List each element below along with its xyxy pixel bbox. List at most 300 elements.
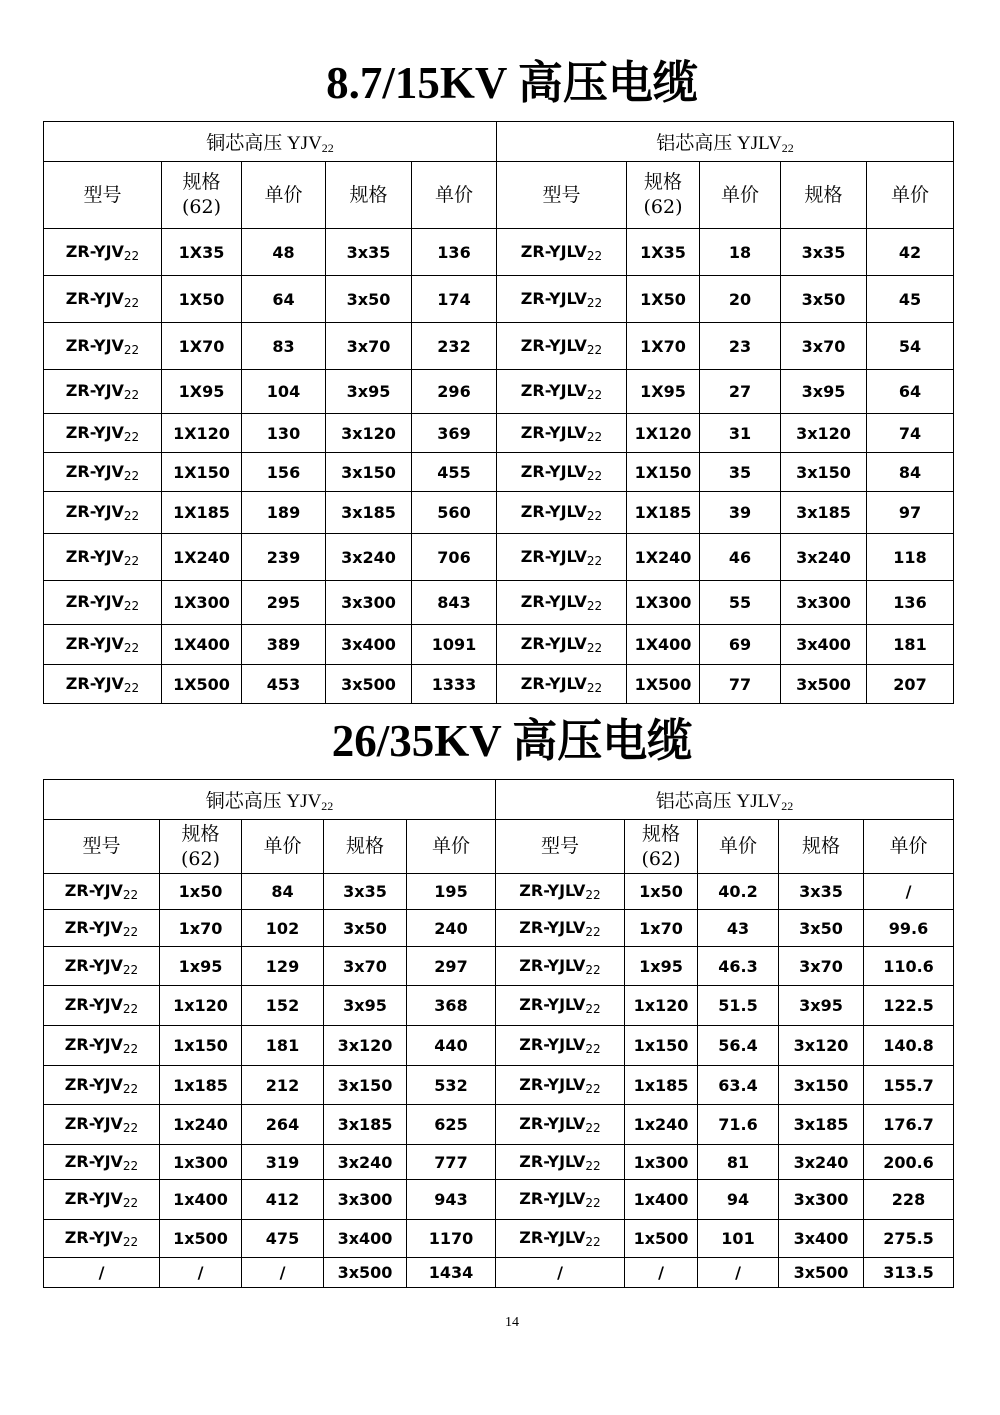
cell-value: 412 xyxy=(265,1190,300,1209)
table-row xyxy=(44,229,954,276)
cell-al-p3 xyxy=(867,453,954,492)
header-model xyxy=(44,162,162,229)
cell-value: / xyxy=(557,1263,563,1282)
cell-value: ZR-YJV xyxy=(65,546,124,566)
table-row xyxy=(44,276,954,323)
header-price3 xyxy=(864,820,954,874)
cell-cu-p1 xyxy=(242,1220,324,1258)
header-model-label: 型号 xyxy=(542,183,581,206)
cell-al-spec1 xyxy=(625,986,698,1026)
cell-cu-spec3 xyxy=(324,874,407,910)
cell-cu-model xyxy=(44,1258,160,1288)
model-subscript: 22 xyxy=(585,1042,601,1056)
header-price3 xyxy=(867,162,954,229)
cell-value: ZR-YJLV xyxy=(520,634,587,653)
cell-value: 3x240 xyxy=(793,1152,849,1172)
cell-value: 3x95 xyxy=(343,996,387,1015)
cell-al-p3 xyxy=(867,492,954,534)
cell-al-spec1 xyxy=(625,1026,698,1066)
cell-value: 56.4 xyxy=(718,1036,758,1055)
cell-al-model xyxy=(497,625,627,665)
cell-value: 102 xyxy=(265,918,300,938)
cell-value: 104 xyxy=(266,382,301,401)
cell-value: 1X50 xyxy=(640,289,686,309)
cell-cu-p1 xyxy=(242,1105,324,1145)
header-model xyxy=(496,820,625,874)
cell-value: 1091 xyxy=(431,635,477,654)
cell-value: ZR-YJV xyxy=(64,917,123,937)
cell-value: 71.6 xyxy=(718,1115,758,1134)
model-subscript: 22 xyxy=(122,1121,139,1135)
cell-value: ZR-YJLV xyxy=(519,1228,586,1247)
cell-cu-spec1 xyxy=(160,910,242,947)
cell-cu-spec3 xyxy=(326,229,412,276)
cell-value: 181 xyxy=(265,1036,300,1055)
cell-value: 1x70 xyxy=(178,918,223,938)
cell-cu-spec3 xyxy=(324,1145,407,1180)
model-subscript: 22 xyxy=(123,248,140,263)
cell-al-spec1 xyxy=(627,323,700,370)
cell-value: 3x240 xyxy=(341,547,396,567)
cell-al-spec1 xyxy=(627,276,700,323)
table-row xyxy=(44,370,954,414)
cell-value: 46.3 xyxy=(718,956,758,976)
cell-al-spec1 xyxy=(625,874,698,910)
header-price3-label: 单价 xyxy=(889,835,928,857)
section1-title: 8.7/15KV 高压电缆 xyxy=(326,58,698,108)
cell-cu-p3 xyxy=(412,414,497,453)
model-subscript: 22 xyxy=(586,295,603,310)
cell-value: 1X500 xyxy=(634,674,692,694)
cell-value: 706 xyxy=(437,547,471,567)
cell-value: 1X400 xyxy=(634,635,692,654)
header-spec3 xyxy=(324,820,407,874)
group-label: 铜芯高压 YJV xyxy=(206,132,322,154)
cell-cu-spec1 xyxy=(160,1258,242,1288)
cell-value: ZR-YJLV xyxy=(520,673,587,693)
cell-value: 943 xyxy=(434,1190,468,1209)
cell-value: 42 xyxy=(898,242,922,262)
cell-value: ZR-YJV xyxy=(64,1189,123,1208)
header-price3-label: 单价 xyxy=(891,183,930,206)
cell-cu-spec1 xyxy=(160,1066,242,1105)
cell-value: 3x185 xyxy=(341,503,396,522)
cell-value: 63.4 xyxy=(718,1075,758,1095)
cell-cu-model xyxy=(44,581,162,625)
cell-value: 181 xyxy=(893,635,927,654)
cell-value: 3x35 xyxy=(801,242,846,262)
cell-al-model xyxy=(496,947,625,986)
cell-value: 1X240 xyxy=(173,547,230,567)
cell-cu-spec3 xyxy=(326,453,412,492)
cell-value: 189 xyxy=(266,503,301,522)
cell-cu-p3 xyxy=(412,323,497,370)
header-spec-note: (62) xyxy=(641,847,681,870)
cell-value: 275.5 xyxy=(883,1229,934,1248)
cell-value: 129 xyxy=(265,956,300,976)
cell-cu-model xyxy=(44,414,162,453)
cell-al-p1 xyxy=(698,910,779,947)
cell-value: ZR-YJV xyxy=(65,461,124,481)
cell-value: / xyxy=(279,1263,286,1282)
cell-value: 532 xyxy=(434,1075,468,1095)
cell-value: 3x300 xyxy=(793,1190,849,1209)
header-spec3 xyxy=(779,820,864,874)
cell-value: 39 xyxy=(728,503,752,522)
cell-al-spec3 xyxy=(779,1066,864,1105)
cell-value: 440 xyxy=(434,1036,468,1055)
cell-cu-p3 xyxy=(412,276,497,323)
table-row xyxy=(44,986,954,1026)
model-subscript: 22 xyxy=(122,1196,139,1210)
group-subscript: 22 xyxy=(781,798,794,813)
cell-value: 3x300 xyxy=(796,593,851,612)
model-subscript: 22 xyxy=(586,248,603,263)
cell-al-p1 xyxy=(700,323,781,370)
cell-cu-model xyxy=(44,910,160,947)
cell-value: 1x300 xyxy=(173,1152,228,1172)
cell-cu-p3 xyxy=(412,534,497,581)
cell-value: 118 xyxy=(893,547,927,567)
cell-value: 69 xyxy=(728,635,752,654)
cell-value: 1x50 xyxy=(639,882,683,901)
cell-value: 3x400 xyxy=(337,1229,393,1248)
cell-al-model xyxy=(496,1105,625,1145)
cell-al-model xyxy=(497,534,627,581)
cell-al-p3 xyxy=(864,874,954,910)
cell-al-model xyxy=(496,1066,625,1105)
cell-value: 140.8 xyxy=(883,1036,934,1055)
cell-al-p1 xyxy=(698,986,779,1026)
model-subscript: 22 xyxy=(585,1196,601,1210)
cell-cu-p3 xyxy=(407,1105,496,1145)
cell-al-spec3 xyxy=(779,1026,864,1066)
page-number: 14 xyxy=(505,1315,519,1330)
cell-al-spec3 xyxy=(781,276,867,323)
cell-al-p1 xyxy=(698,1180,779,1220)
cell-al-p1 xyxy=(700,414,781,453)
cell-value: 228 xyxy=(891,1190,926,1209)
cell-value: ZR-YJLV xyxy=(519,1035,586,1054)
model-subscript: 22 xyxy=(123,509,140,523)
column-header-row xyxy=(44,162,954,229)
cell-al-spec3 xyxy=(779,1180,864,1220)
cell-al-spec3 xyxy=(779,874,864,910)
cell-cu-p3 xyxy=(412,229,497,276)
cell-value: 1x500 xyxy=(173,1229,228,1248)
cell-al-p1 xyxy=(700,229,781,276)
cell-value: 31 xyxy=(728,423,752,443)
cell-al-spec1 xyxy=(625,1258,698,1288)
cell-value: ZR-YJV xyxy=(64,881,123,900)
cell-cu-p1 xyxy=(242,986,324,1026)
cell-value: 3x120 xyxy=(793,1036,849,1055)
header-price-label: 单价 xyxy=(720,183,759,206)
header-price xyxy=(242,820,324,874)
cell-cu-model xyxy=(44,1145,160,1180)
cell-cu-p1 xyxy=(242,414,326,453)
cell-value: ZR-YJLV xyxy=(520,381,587,400)
cell-cu-p1 xyxy=(242,665,326,704)
cell-cu-spec3 xyxy=(324,986,407,1026)
header-spec3-label: 规格 xyxy=(349,183,388,206)
cell-al-spec1 xyxy=(625,1220,698,1258)
cell-al-spec3 xyxy=(779,1258,864,1288)
cell-value: ZR-YJLV xyxy=(520,546,587,566)
header-spec-label: 规格 xyxy=(643,171,682,193)
table-row xyxy=(44,1066,954,1105)
model-subscript: 22 xyxy=(123,468,140,483)
cell-cu-spec3 xyxy=(324,1180,407,1220)
group-header-row xyxy=(44,122,954,162)
cell-value: 3x500 xyxy=(337,1263,393,1282)
cell-value: 3x35 xyxy=(343,882,387,901)
cell-al-p3 xyxy=(864,1145,954,1180)
cell-al-p3 xyxy=(864,1180,954,1220)
table-row xyxy=(44,581,954,625)
cell-cu-spec3 xyxy=(326,323,412,370)
header-spec-note: (62) xyxy=(180,847,220,870)
cell-cu-spec1 xyxy=(160,986,242,1026)
cell-al-spec1 xyxy=(627,581,700,625)
cell-cu-p3 xyxy=(407,1026,496,1066)
cell-value: 3x185 xyxy=(796,503,851,522)
cell-cu-p3 xyxy=(407,947,496,986)
cell-al-p3 xyxy=(864,986,954,1026)
cell-al-spec1 xyxy=(625,910,698,947)
cell-value: 1x120 xyxy=(633,996,689,1015)
price-table-15kv xyxy=(43,121,954,704)
header-spec-label: 规格 xyxy=(182,171,221,193)
cell-value: 1333 xyxy=(431,674,477,694)
cell-cu-model xyxy=(44,986,160,1026)
cell-value: / xyxy=(735,1263,741,1282)
header-price3-label: 单价 xyxy=(431,835,470,857)
cell-cu-spec1 xyxy=(160,1145,242,1180)
cell-value: 3x50 xyxy=(799,918,843,938)
cell-cu-spec3 xyxy=(326,534,412,581)
cell-cu-spec1 xyxy=(162,581,242,625)
cell-value: 1X70 xyxy=(640,336,686,356)
cell-value: 1x400 xyxy=(633,1190,689,1209)
cell-value: 156 xyxy=(266,462,301,482)
cell-al-p3 xyxy=(864,1105,954,1145)
cell-value: ZR-YJLV xyxy=(520,241,587,261)
cell-cu-p1 xyxy=(242,534,326,581)
cell-value: 74 xyxy=(898,423,922,443)
model-subscript: 22 xyxy=(123,429,140,444)
cell-value: 152 xyxy=(265,996,300,1015)
cell-value: 313.5 xyxy=(883,1263,934,1282)
cell-value: 3x35 xyxy=(799,882,843,901)
cell-value: ZR-YJLV xyxy=(519,1074,586,1094)
cell-al-spec3 xyxy=(781,534,867,581)
cell-value: 212 xyxy=(265,1075,300,1095)
cell-value: 3x500 xyxy=(793,1263,849,1282)
cell-cu-spec3 xyxy=(324,947,407,986)
cell-value: 1X300 xyxy=(634,593,692,612)
cell-value: 1X35 xyxy=(640,242,686,262)
left-group-header xyxy=(44,122,497,162)
cell-value: 264 xyxy=(265,1115,300,1134)
cell-value: 843 xyxy=(437,593,471,612)
cell-al-model xyxy=(497,581,627,625)
group-subscript: 22 xyxy=(321,798,334,813)
cell-value: 64 xyxy=(272,289,295,309)
cell-value: 3x500 xyxy=(796,674,851,694)
cell-cu-p1 xyxy=(242,874,324,910)
cell-al-p1 xyxy=(698,1258,779,1288)
cell-al-spec1 xyxy=(627,229,700,276)
cell-value: 368 xyxy=(434,996,468,1015)
header-price xyxy=(700,162,781,229)
cell-al-spec3 xyxy=(779,1220,864,1258)
cell-cu-spec1 xyxy=(162,534,242,581)
cell-value: 81 xyxy=(726,1152,750,1172)
cell-value: ZR-YJLV xyxy=(520,592,587,611)
cell-value: / xyxy=(197,1263,204,1282)
model-subscript: 22 xyxy=(586,342,603,357)
cell-al-p1 xyxy=(700,534,781,581)
cell-cu-spec3 xyxy=(324,1026,407,1066)
cell-value: 3x400 xyxy=(796,635,851,654)
cell-al-p3 xyxy=(867,370,954,414)
group-label: 铝芯高压 YJLV xyxy=(656,132,782,154)
cell-value: 240 xyxy=(434,918,468,938)
cell-value: 1X400 xyxy=(173,635,230,654)
cell-al-p1 xyxy=(700,492,781,534)
cell-cu-model xyxy=(44,323,162,370)
group-header-row xyxy=(44,780,954,820)
cell-value: ZR-YJV xyxy=(64,955,123,975)
cell-al-spec1 xyxy=(625,1066,698,1105)
cell-cu-model xyxy=(44,1180,160,1220)
cell-cu-model xyxy=(44,1066,160,1105)
cell-value: 35 xyxy=(728,462,752,482)
cell-value: 777 xyxy=(434,1152,468,1172)
cell-value: 3x300 xyxy=(337,1190,393,1209)
cell-cu-model xyxy=(44,229,162,276)
cell-al-p3 xyxy=(864,1066,954,1105)
cell-value: 389 xyxy=(266,635,301,654)
cell-al-model xyxy=(496,1220,625,1258)
model-subscript: 22 xyxy=(585,962,601,977)
model-subscript: 22 xyxy=(123,599,140,613)
cell-value: 40.2 xyxy=(718,882,758,901)
cell-cu-spec1 xyxy=(160,947,242,986)
cell-value: 319 xyxy=(265,1152,300,1172)
cell-cu-model xyxy=(44,947,160,986)
header-price-label: 单价 xyxy=(718,835,757,857)
cell-value: 1X150 xyxy=(634,462,692,482)
price-table-35kv xyxy=(43,779,954,1288)
table-row xyxy=(44,492,954,534)
header-spec-label: 规格 xyxy=(641,822,680,845)
model-subscript: 22 xyxy=(123,553,140,568)
cell-value: 99.6 xyxy=(888,918,929,938)
cell-value: 1X35 xyxy=(178,242,225,262)
cell-value: ZR-YJV xyxy=(65,335,124,355)
cell-value: 18 xyxy=(728,242,752,262)
cell-value: 560 xyxy=(437,503,471,522)
model-subscript: 22 xyxy=(586,388,603,402)
cell-value: ZR-YJLV xyxy=(519,917,586,937)
cell-cu-model xyxy=(44,1026,160,1066)
cell-al-model xyxy=(497,229,627,276)
column-header-row xyxy=(44,820,954,874)
cell-value: 1x150 xyxy=(173,1036,228,1055)
cell-cu-spec1 xyxy=(160,1220,242,1258)
cell-al-spec3 xyxy=(781,370,867,414)
cell-value: ZR-YJV xyxy=(64,995,123,1014)
cell-value: 1X95 xyxy=(178,382,225,401)
header-price xyxy=(242,162,326,229)
cell-value: ZR-YJV xyxy=(65,422,124,442)
cell-cu-spec1 xyxy=(162,370,242,414)
cell-value: ZR-YJV xyxy=(65,634,124,653)
cell-al-spec1 xyxy=(627,453,700,492)
cell-cu-p1 xyxy=(242,1180,324,1220)
cell-cu-p3 xyxy=(407,1258,496,1288)
model-subscript: 22 xyxy=(122,1002,139,1016)
cell-value: 3x120 xyxy=(337,1036,393,1055)
cell-value: 200.6 xyxy=(883,1152,934,1172)
model-subscript: 22 xyxy=(122,962,139,977)
cell-al-p1 xyxy=(700,370,781,414)
cell-al-spec3 xyxy=(781,229,867,276)
cell-cu-p3 xyxy=(407,1220,496,1258)
cell-value: 3x50 xyxy=(801,289,846,309)
cell-value: ZR-YJLV xyxy=(520,335,587,355)
cell-value: 1434 xyxy=(428,1263,474,1282)
cell-value: 1X150 xyxy=(173,462,230,482)
cell-al-p1 xyxy=(698,1066,779,1105)
group-subscript: 22 xyxy=(321,140,334,155)
cell-al-spec3 xyxy=(781,665,867,704)
cell-value: 55 xyxy=(728,593,752,612)
cell-al-p3 xyxy=(864,910,954,947)
cell-al-p3 xyxy=(864,1220,954,1258)
cell-al-p3 xyxy=(864,1258,954,1288)
cell-value: 3x150 xyxy=(796,462,851,482)
cell-value: 475 xyxy=(265,1229,300,1248)
cell-cu-p3 xyxy=(407,1145,496,1180)
cell-value: 296 xyxy=(437,382,471,401)
cell-al-spec1 xyxy=(627,625,700,665)
model-subscript: 22 xyxy=(122,924,139,939)
cell-value: ZR-YJLV xyxy=(519,1114,586,1133)
model-subscript: 22 xyxy=(586,509,603,523)
cell-cu-spec3 xyxy=(324,910,407,947)
cell-al-model xyxy=(496,874,625,910)
cell-value: 1x185 xyxy=(173,1075,228,1095)
cell-cu-spec1 xyxy=(162,229,242,276)
cell-value: 1X120 xyxy=(173,423,230,443)
cell-al-spec1 xyxy=(625,1180,698,1220)
cell-value: 84 xyxy=(898,462,922,482)
cell-value: 625 xyxy=(434,1115,468,1134)
cell-al-spec1 xyxy=(627,414,700,453)
cell-value: 3x35 xyxy=(346,242,391,262)
cell-cu-spec3 xyxy=(324,1258,407,1288)
cell-al-model xyxy=(497,323,627,370)
model-subscript: 22 xyxy=(122,1042,139,1056)
cell-al-p1 xyxy=(698,1105,779,1145)
cell-value: 239 xyxy=(266,547,301,567)
cell-cu-spec3 xyxy=(326,276,412,323)
cell-cu-spec3 xyxy=(326,581,412,625)
cell-value: ZR-YJLV xyxy=(520,422,587,442)
